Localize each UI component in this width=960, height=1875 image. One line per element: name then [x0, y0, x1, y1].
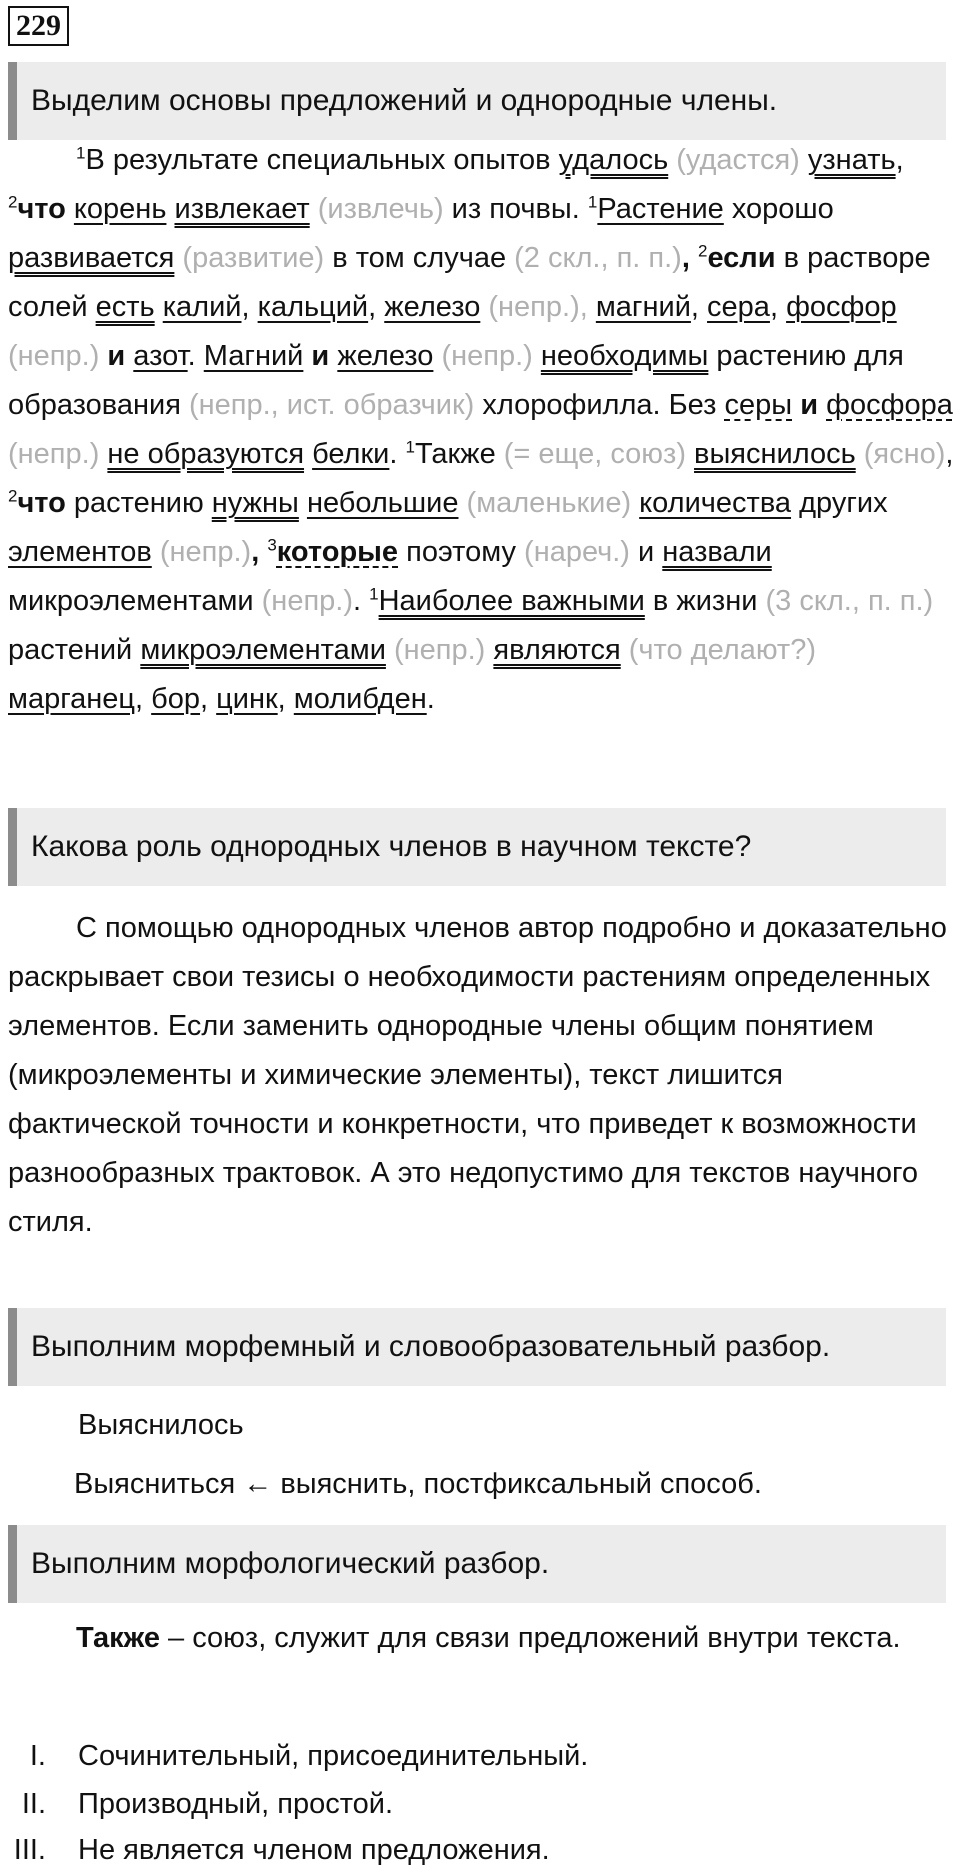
predicate: есть [95, 291, 155, 323]
hint: (непр.), [480, 291, 588, 323]
predicate: Наиболее важными [378, 585, 645, 617]
predicate: являются [493, 634, 621, 666]
comma: , [277, 683, 294, 715]
subject: железо [337, 340, 434, 372]
space [299, 487, 307, 519]
subject: фосфор [786, 291, 897, 323]
hint: (непр.) [433, 340, 541, 372]
object: элементов [8, 536, 152, 568]
subject: кальций [257, 291, 369, 323]
period: . [426, 683, 435, 715]
section-header-morpheme: Выполним морфемный и словообразовательный разбор. [8, 1308, 946, 1386]
subject: марганец [8, 683, 136, 715]
text-fragment: растению для образования [8, 340, 904, 421]
hint: (ясно) [855, 438, 946, 470]
subject: молибден [293, 683, 427, 715]
hint: (непр., ист. образчик) [180, 389, 475, 421]
hint: (непр.) [8, 438, 108, 470]
text-fragment: Также [414, 438, 496, 470]
text-fragment: хлорофилла. Без [474, 389, 725, 421]
sentence-marker: 1 [76, 143, 86, 163]
comma: , [681, 242, 690, 274]
list-number: III. [13, 1834, 46, 1866]
conjunction: если [707, 242, 776, 274]
subject: бор [151, 683, 201, 715]
sentence-marker: 2 [697, 241, 708, 261]
comma: , [200, 683, 217, 715]
text-fragment: в том случае [324, 242, 507, 274]
text-fragment: хорошо [723, 193, 834, 225]
text-fragment: в жизни [644, 585, 758, 617]
answer-paragraph: С помощью однородных членов автор подробно и доказательно раскрывает свои тезисы о необходимости растениям определенных элементов. Если заменить однородные члены общим понятием (микроэлементы и химические элементы), текст лишится фактической точности и конкретности, что приведет к возможности разнообразных трактовок. А это недопустимо для текстов научного стиля. [8, 912, 947, 1238]
comma: , [690, 291, 708, 323]
relative-pronoun: которые [276, 536, 399, 568]
subject: цинк [216, 683, 278, 715]
analyzed-word: Также [76, 1622, 160, 1654]
space [166, 193, 174, 225]
predicate: необходимы [540, 340, 709, 372]
arrow-icon: ← [243, 1468, 273, 1500]
sentence-marker: 1 [369, 584, 379, 604]
text-fragment: в растворе солей [8, 242, 931, 323]
list-item [0, 1826, 960, 1875]
subject: Магний [203, 340, 304, 372]
list-item [0, 1732, 960, 1781]
list-item [0, 1780, 960, 1829]
object: фосфора [826, 389, 953, 421]
hint: (извлечь) [309, 193, 444, 225]
sentence-marker: 2 [8, 486, 18, 506]
text-fragment: растений [8, 634, 141, 666]
hint: (развитие) [174, 242, 325, 274]
analyzed-text [8, 136, 956, 724]
hint: (непр.) [253, 585, 353, 617]
subject: железо [384, 291, 481, 323]
text-fragment: растению [65, 487, 212, 519]
hint: (непр.) [385, 634, 494, 666]
text-fragment: поэтому [398, 536, 516, 568]
predicate: узнать [807, 144, 896, 176]
list-text: Не является членом предложения. [78, 1834, 550, 1866]
comma: , [769, 291, 787, 323]
hint: (2 скл., п. п.) [506, 242, 682, 274]
section-header-role: Какова роль однородных членов в научном тексте? [8, 808, 946, 886]
comma: , [945, 438, 954, 470]
list-text: Производный, простой. [78, 1788, 394, 1820]
period: . [389, 438, 406, 470]
hint: (= еще, союз) [495, 438, 695, 470]
derivation-method: , постфиксальный способ. [407, 1468, 762, 1500]
text-fragment: микроэлементами [8, 585, 254, 617]
predicate: развивается [8, 242, 175, 274]
text-fragment: других [791, 487, 888, 519]
space [304, 438, 312, 470]
predicate: выяснилось [694, 438, 856, 470]
predicate: микроэлементами [140, 634, 386, 666]
hint: (3 скл., п. п.) [757, 585, 934, 617]
task-number: 229 [8, 6, 69, 46]
text-fragment: В результате специальных опытов [85, 144, 559, 176]
sentence-marker: 3 [267, 535, 277, 555]
morpheme-word: Выяснилось [78, 1409, 244, 1441]
hint: (удастся) [668, 144, 800, 176]
sentence-marker: 1 [587, 192, 598, 212]
conjunction: что [17, 193, 66, 225]
derivation-line [74, 1460, 762, 1509]
section-header-bases: Выделим основы предложений и однородные члены. [8, 62, 946, 140]
predicate: назвали [662, 536, 772, 568]
subject: магний [595, 291, 691, 323]
comma: , [241, 291, 258, 323]
subject: калий [162, 291, 242, 323]
space [66, 193, 74, 225]
sentence-marker: 2 [8, 192, 18, 212]
object: серы [724, 389, 793, 421]
predicate: не образуются [107, 438, 305, 470]
subject: белки [312, 438, 390, 470]
section-header-morphology: Выполним морфологический разбор. [8, 1525, 946, 1603]
list-number: I. [29, 1740, 46, 1772]
subject: Растение [597, 193, 724, 225]
conjunction: и [107, 340, 126, 372]
comma: , [895, 144, 904, 176]
derivation-base: выяснить [280, 1468, 408, 1500]
period: . [187, 340, 204, 372]
subject: сера [707, 291, 770, 323]
hint: (нареч.) [515, 536, 630, 568]
predicate: нужны [211, 487, 299, 519]
conjunction: что [17, 487, 66, 519]
sentence-marker: 1 [405, 437, 415, 457]
conjunction: и [303, 340, 338, 372]
hint: (что делают?) [620, 634, 817, 666]
list-number: II. [21, 1788, 46, 1820]
hint: (непр.) [151, 536, 252, 568]
derivation-source: Выясниться [74, 1468, 236, 1500]
comma: , [251, 536, 268, 568]
comma: , [368, 291, 385, 323]
space [155, 291, 163, 323]
subject: азот [133, 340, 188, 372]
morphology-description [8, 1614, 956, 1663]
predicate: удалось [558, 144, 669, 176]
text-fragment: из почвы. [443, 193, 588, 225]
list-text: Сочинительный, присоединительный. [78, 1740, 589, 1772]
attribute: небольшие [306, 487, 459, 519]
period: . [353, 585, 370, 617]
comma: , [135, 683, 152, 715]
subject: количества [639, 487, 792, 519]
hint: (маленькие) [458, 487, 640, 519]
predicate: извлекает [174, 193, 310, 225]
hint: (непр.) [8, 340, 108, 372]
conjunction: и [629, 536, 663, 568]
subject: корень [73, 193, 167, 225]
description: – союз, служит для связи предложений внутри текста. [159, 1622, 901, 1654]
conjunction: и [792, 389, 827, 421]
